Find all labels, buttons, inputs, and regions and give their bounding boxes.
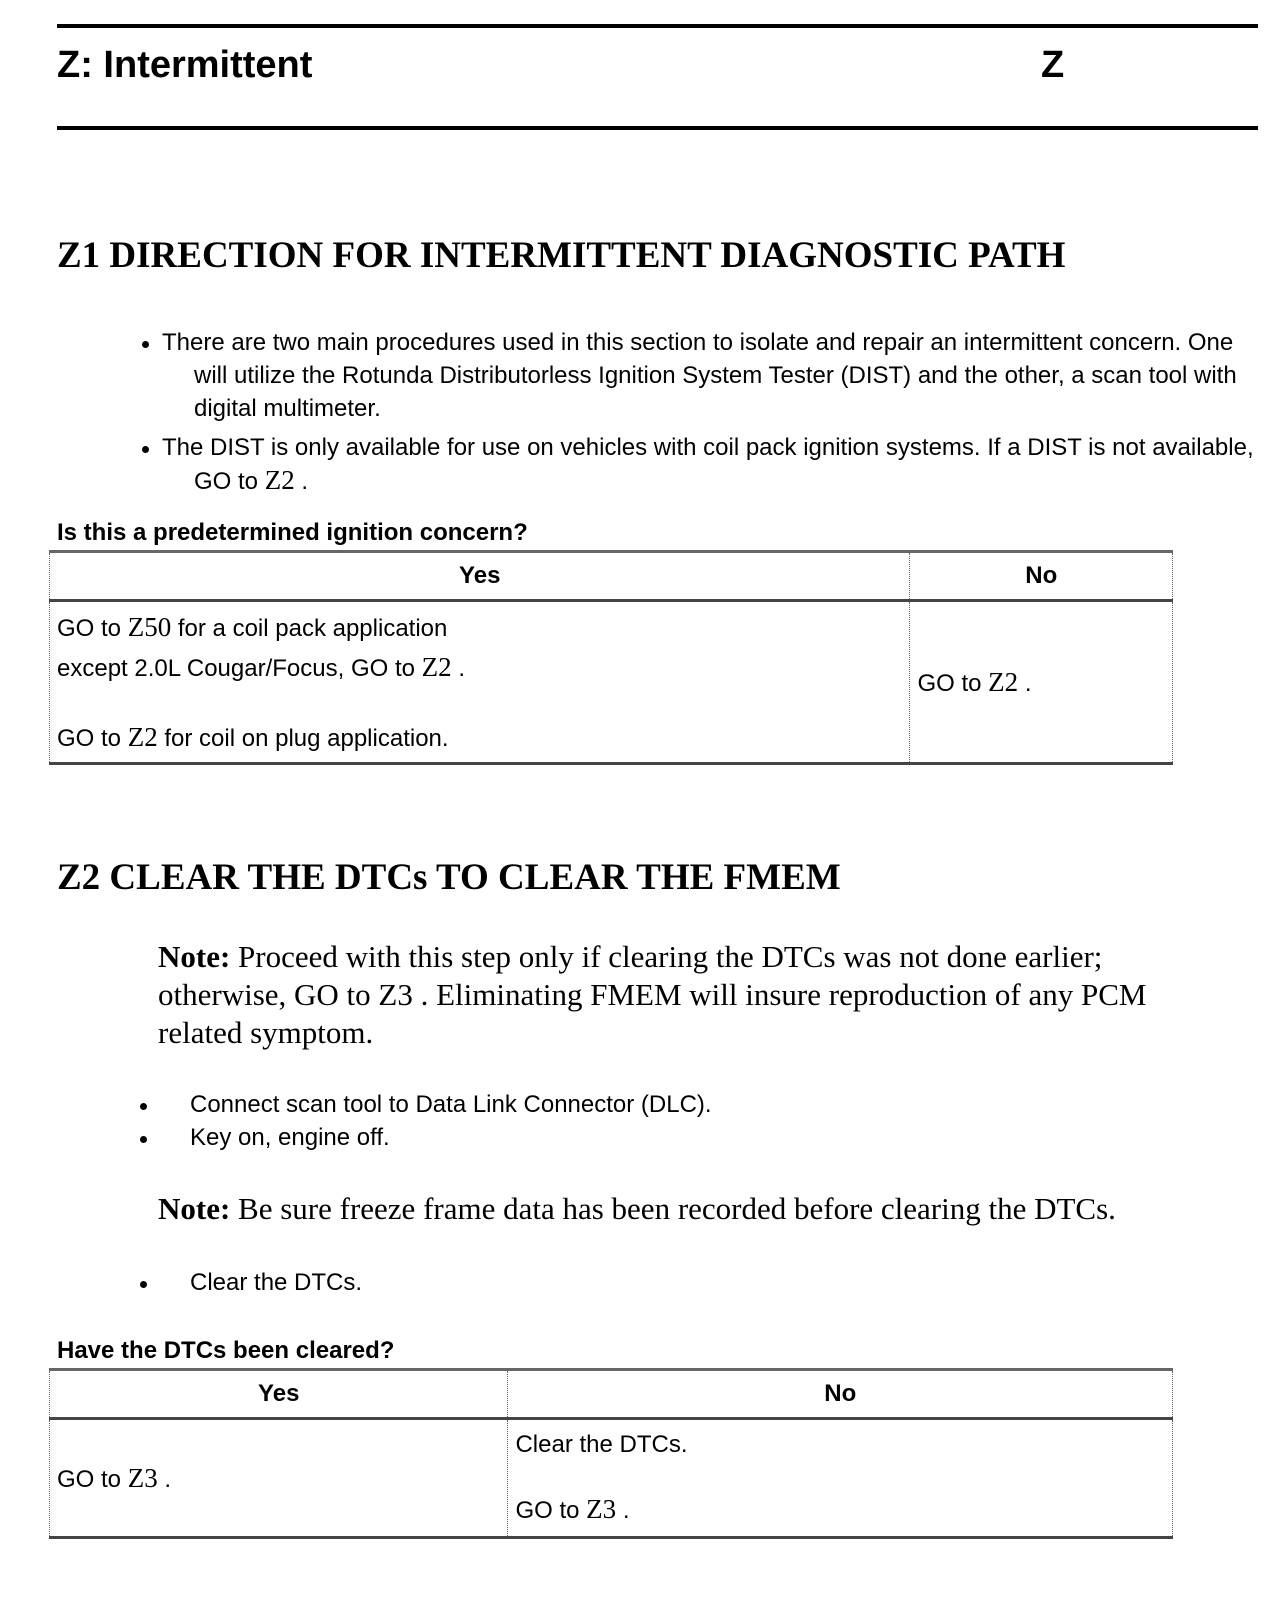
z2-note-1 (158, 938, 1228, 1052)
z2-no-line-1: Clear the DTCs. (515, 1431, 688, 1458)
note-text: Proceed with this step only if clearing the DTCs was not done earlier; otherwise, GO to Z3 . Eliminating FMEM will insure reproduction of any PCM related symptom. (158, 939, 1147, 1050)
text: GO to (515, 1497, 580, 1524)
text: GO to (57, 725, 122, 752)
z1-yes-cell (50, 601, 910, 764)
text: . (164, 1465, 172, 1493)
list-item-text: Connect scan tool to Data Link Connector (DLC). (190, 1091, 712, 1118)
link-z2[interactable]: Z2 (421, 652, 452, 682)
text: for a coil pack application (177, 615, 448, 642)
z1-bullet-2-after: . (301, 468, 309, 495)
link-z3[interactable]: Z3 (586, 1494, 617, 1524)
z1-yes-line-1 (57, 608, 902, 648)
bullet-icon (140, 1136, 147, 1143)
text: GO to (57, 1465, 122, 1493)
header-bottom-rule (57, 126, 1258, 130)
note-label: Note: (158, 939, 231, 974)
link-z3[interactable]: Z3 (127, 1462, 158, 1493)
z2-no-cell (508, 1419, 1173, 1538)
text: . (1024, 669, 1032, 697)
z1-no-cell (910, 601, 1173, 764)
note-label: Note: (158, 1191, 231, 1226)
list-item (142, 431, 1262, 498)
z1-bullet-list (142, 326, 1262, 504)
z2-yes-cell (50, 1419, 508, 1538)
page-title: Z: Intermittent (57, 44, 313, 86)
z1-bullet-2-text: The DIST is only available for use on vehicles with coil pack ignition systems. If a DIST is not available, GO to (162, 434, 1254, 495)
z2-bullet-list-1 (140, 1088, 1140, 1154)
yes-column-header: Yes (50, 1370, 508, 1419)
z2-no-line-2 (515, 1491, 1165, 1529)
bullet-icon (140, 1281, 147, 1288)
text: for coil on plug application. (164, 725, 449, 752)
link-z2[interactable]: Z2 (988, 666, 1019, 697)
list-item (142, 326, 1262, 425)
z2-section-title: Z2 CLEAR THE DTCs TO CLEAR THE FMEM (57, 857, 841, 898)
text: GO to (57, 615, 122, 642)
note-text: Be sure freeze frame data has been recorded before clearing the DTCs. (238, 1191, 1116, 1226)
section-code: Z (1041, 44, 1065, 86)
z2-question: Have the DTCs been cleared? (57, 1337, 395, 1364)
bullet-icon (142, 341, 149, 348)
z2-answer-table (49, 1368, 1173, 1539)
list-item-text: Key on, engine off. (190, 1124, 390, 1151)
bullet-icon (140, 1103, 147, 1110)
z2-note-2 (158, 1190, 1258, 1228)
z1-bullet-1-text: There are two main procedures used in this section to isolate and repair an intermittent concern. One will utilize the Rotunda Distributorless Ignition System Tester (DIST) and the other, a scan tool with digital multimeter. (162, 329, 1237, 422)
link-z2[interactable]: Z2 (264, 465, 295, 495)
text: except 2.0L Cougar/Focus, GO to (57, 655, 415, 682)
z2-bullet-list-2 (140, 1266, 1140, 1299)
bullet-icon (142, 446, 149, 453)
text: . (458, 655, 465, 682)
z1-section-title: Z1 DIRECTION FOR INTERMITTENT DIAGNOSTIC PATH (57, 235, 1066, 276)
text: GO to (917, 669, 982, 697)
no-column-header: No (508, 1370, 1173, 1419)
z1-question: Is this a predetermined ignition concern? (57, 519, 528, 546)
z1-yes-line-3 (57, 718, 902, 758)
z1-answer-table (49, 550, 1173, 765)
text: . (622, 1497, 630, 1524)
yes-column-header: Yes (50, 552, 910, 601)
z1-yes-line-2 (57, 648, 902, 688)
link-z50[interactable]: Z50 (127, 612, 172, 642)
list-item (140, 1088, 1140, 1121)
list-item-text: Clear the DTCs. (190, 1269, 363, 1296)
link-z2[interactable]: Z2 (127, 722, 158, 752)
top-rule (57, 24, 1258, 28)
no-column-header: No (910, 552, 1173, 601)
list-item (140, 1266, 1140, 1299)
list-item (140, 1121, 1140, 1154)
